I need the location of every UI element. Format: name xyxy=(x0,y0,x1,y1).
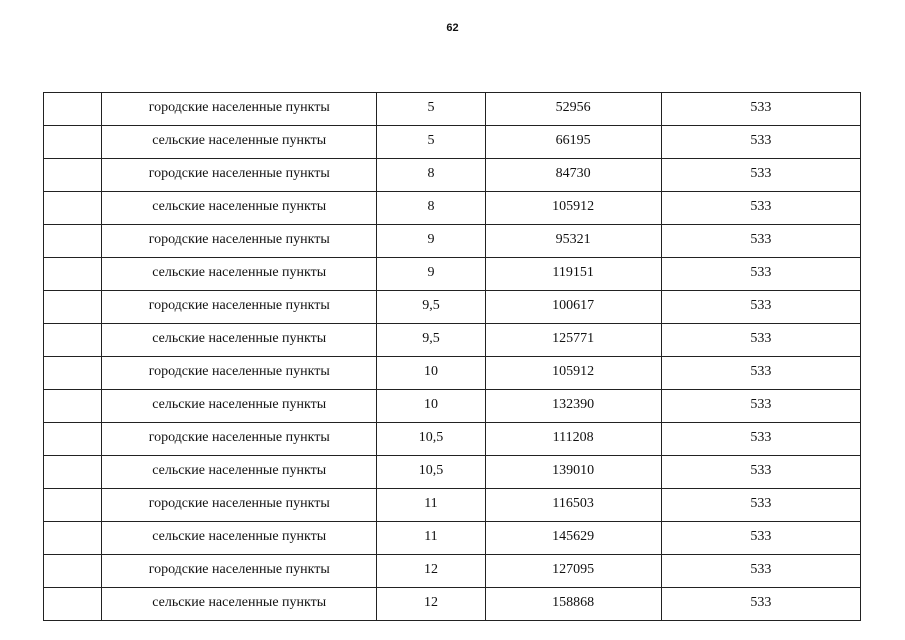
value-a-cell: 8 xyxy=(377,192,485,225)
value-c-cell: 533 xyxy=(661,225,860,258)
row-number-cell xyxy=(44,522,102,555)
row-number-cell xyxy=(44,390,102,423)
value-c-cell: 533 xyxy=(661,555,860,588)
page-number: 62 xyxy=(446,22,459,34)
settlement-type-cell: сельские населенные пункты xyxy=(102,456,377,489)
data-table xyxy=(43,92,861,621)
row-number-cell xyxy=(44,489,102,522)
value-b-cell: 125771 xyxy=(485,324,661,357)
row-number-cell xyxy=(44,423,102,456)
table-row xyxy=(44,588,861,621)
value-a-cell: 10 xyxy=(377,357,485,390)
settlement-type-cell: городские населенные пункты xyxy=(102,291,377,324)
value-b-cell: 132390 xyxy=(485,390,661,423)
value-a-cell: 12 xyxy=(377,555,485,588)
table-row xyxy=(44,522,861,555)
value-b-cell: 127095 xyxy=(485,555,661,588)
value-a-cell: 5 xyxy=(377,126,485,159)
table-body xyxy=(44,93,861,621)
table-row xyxy=(44,423,861,456)
value-a-cell: 11 xyxy=(377,522,485,555)
value-a-cell: 9,5 xyxy=(377,291,485,324)
value-b-cell: 116503 xyxy=(485,489,661,522)
value-b-cell: 111208 xyxy=(485,423,661,456)
settlement-type-cell: сельские населенные пункты xyxy=(102,390,377,423)
table-row xyxy=(44,159,861,192)
value-a-cell: 5 xyxy=(377,93,485,126)
row-number-cell xyxy=(44,291,102,324)
row-number-cell xyxy=(44,588,102,621)
table-row xyxy=(44,192,861,225)
row-number-cell xyxy=(44,225,102,258)
settlement-type-cell: городские населенные пункты xyxy=(102,423,377,456)
settlement-type-cell: городские населенные пункты xyxy=(102,357,377,390)
value-c-cell: 533 xyxy=(661,588,860,621)
value-c-cell: 533 xyxy=(661,357,860,390)
value-b-cell: 119151 xyxy=(485,258,661,291)
value-b-cell: 66195 xyxy=(485,126,661,159)
value-b-cell: 158868 xyxy=(485,588,661,621)
value-c-cell: 533 xyxy=(661,258,860,291)
row-number-cell xyxy=(44,258,102,291)
value-c-cell: 533 xyxy=(661,456,860,489)
row-number-cell xyxy=(44,126,102,159)
table-row xyxy=(44,357,861,390)
value-c-cell: 533 xyxy=(661,192,860,225)
settlement-type-cell: городские населенные пункты xyxy=(102,225,377,258)
table-row xyxy=(44,258,861,291)
value-c-cell: 533 xyxy=(661,423,860,456)
value-b-cell: 139010 xyxy=(485,456,661,489)
value-c-cell: 533 xyxy=(661,93,860,126)
table-row xyxy=(44,324,861,357)
settlement-type-cell: городские населенные пункты xyxy=(102,159,377,192)
row-number-cell xyxy=(44,555,102,588)
settlement-type-cell: сельские населенные пункты xyxy=(102,522,377,555)
value-a-cell: 12 xyxy=(377,588,485,621)
settlement-type-cell: сельские населенные пункты xyxy=(102,324,377,357)
row-number-cell xyxy=(44,93,102,126)
value-c-cell: 533 xyxy=(661,126,860,159)
table-row xyxy=(44,489,861,522)
value-b-cell: 145629 xyxy=(485,522,661,555)
settlement-type-cell: городские населенные пункты xyxy=(102,555,377,588)
table-row xyxy=(44,93,861,126)
row-number-cell xyxy=(44,357,102,390)
row-number-cell xyxy=(44,324,102,357)
value-a-cell: 10,5 xyxy=(377,423,485,456)
value-a-cell: 8 xyxy=(377,159,485,192)
value-b-cell: 105912 xyxy=(485,192,661,225)
value-c-cell: 533 xyxy=(661,324,860,357)
table-row xyxy=(44,291,861,324)
value-c-cell: 533 xyxy=(661,522,860,555)
value-c-cell: 533 xyxy=(661,159,860,192)
value-b-cell: 105912 xyxy=(485,357,661,390)
value-a-cell: 11 xyxy=(377,489,485,522)
value-c-cell: 533 xyxy=(661,291,860,324)
row-number-cell xyxy=(44,159,102,192)
settlement-type-cell: сельские населенные пункты xyxy=(102,258,377,291)
value-a-cell: 9,5 xyxy=(377,324,485,357)
settlement-type-cell: городские населенные пункты xyxy=(102,93,377,126)
value-a-cell: 9 xyxy=(377,225,485,258)
value-b-cell: 95321 xyxy=(485,225,661,258)
value-b-cell: 84730 xyxy=(485,159,661,192)
table-row xyxy=(44,456,861,489)
row-number-cell xyxy=(44,456,102,489)
settlement-type-cell: городские населенные пункты xyxy=(102,489,377,522)
value-a-cell: 10,5 xyxy=(377,456,485,489)
value-c-cell: 533 xyxy=(661,390,860,423)
settlement-type-cell: сельские населенные пункты xyxy=(102,192,377,225)
table-row xyxy=(44,390,861,423)
value-a-cell: 10 xyxy=(377,390,485,423)
row-number-cell xyxy=(44,192,102,225)
settlement-type-cell: сельские населенные пункты xyxy=(102,126,377,159)
value-a-cell: 9 xyxy=(377,258,485,291)
value-b-cell: 52956 xyxy=(485,93,661,126)
value-b-cell: 100617 xyxy=(485,291,661,324)
table-row xyxy=(44,555,861,588)
settlement-type-cell: сельские населенные пункты xyxy=(102,588,377,621)
table-row xyxy=(44,126,861,159)
table-row xyxy=(44,225,861,258)
value-c-cell: 533 xyxy=(661,489,860,522)
